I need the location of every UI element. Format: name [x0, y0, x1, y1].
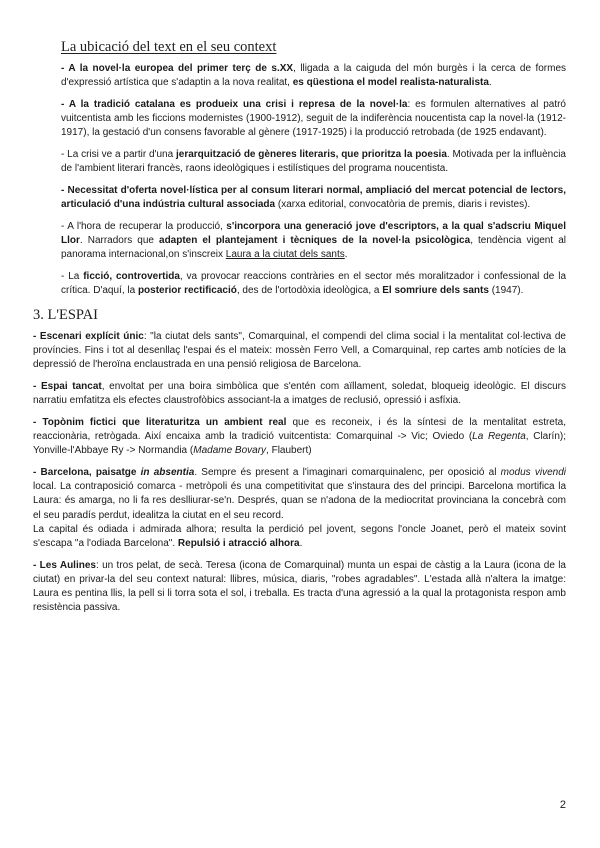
paragraph-barcelona: - Barcelona, paisatge in absentia. Sempre és present a l'imaginari comarquinalenc, per oposició al modus vivendi local. La contraposició comarca - metròpoli és una competitivitat que s'instaura des del principi. Barcelona mortifica la Laura: és amarga, no li fa res deslliurar-se'n. Després, quan se n'adona de la mediocritat provinciana la concebrà com el seu paradís perdut, idealitza la ciutat en el seu record.: [33, 466, 567, 521]
section-context: [33, 38, 566, 298]
section-space: [33, 306, 566, 616]
section-heading-space: 3. L'ESPAI: [33, 306, 98, 323]
paragraph-capital-hated-admired: La capital és odiada i admirada alhora; resulta la perdició pel jovent, segons l'oncle Joanet, però el mateix sovint s'escapa "a l'odiada Barcelona". Repulsió i atracció alhora.: [33, 523, 566, 549]
paragraph-les-aulines: - Les Aulines: un tros pelat, de secà. Teresa (icona de Comarquinal) munta un espai de càstig a la Laura (icona de la ciutat) en privar-la del seu context natural: llibres, música, diaris, "robes agradables". L'estada allà n'altera la imatge: Laura es pentina llis, la pell si li torra sota el sol, i treballa. Es tracta d'una agressió a la qual la protagonista respon amb resistència passiva.: [33, 559, 566, 614]
paragraph-european-novel: - A la novel·la europea del primer terç de s.XX, lligada a la caiguda del món burgès i la cerca de formes d'expressió artística que s'adaptin a la nova realitat, es qüestiona el model realista-naturalista.: [61, 63, 567, 89]
paragraph-genre-hierarchy: - La crisi ve a partir d'una jerarquització de gèneres literaris, que prioritza la poesia. Motivada per la influència de l'ambient literari francès, raons ideològiques i estilístiques del programa noucentista.: [61, 149, 566, 175]
paragraph-fictional-toponym: - Topònim fictici que literaturitza un ambient real que es reconeix, i és la síntesi de la mentalitat estreta, reaccionària, retrògada. Així encaixa amb la tradició vuitcentista: Comarquinal -> Vic; Oviedo (La Regenta, Clarín); Yonville-l'Abbaye Ry -> Normandia (Madame Bovary, Flaubert): [33, 416, 567, 457]
paragraph-catalan-tradition: - A la tradició catalana es produeix una crisi i represa de la novel·la: es formulen alternatives al patró vuitcentista amb les ficcions modernistes (1900-1912), seguit de la indiferència noucentista cap la novel·la (1912-1917), la gestació d'un consens favorable al gènere (1917-1925) i la producció retrobada (de 1925 endavant).: [61, 98, 566, 139]
paragraph-young-generation: - A l'hora de recuperar la producció, s'incorpora una generació jove d'escriptors, a la qual s'adscriu Miquel Llor. Narradors que adapten el plantejament i tècniques de la novel·la psicològica, tendència vigent al panorama internacional,on s'inscreix Laura a la ciutat dels sants.: [61, 220, 567, 261]
page-number: 2: [559, 799, 566, 811]
paragraph-literary-market: - Necessitat d'oferta novel·lística per al consum literari normal, ampliació del mercat potencial de lectors, articulació d'una indústria cultural associada (xarxa editorial, convocatòria de premis, diaris i revistes).: [61, 184, 566, 211]
book-title-link: Laura a la ciutat dels sants: [225, 249, 345, 261]
paragraph-single-setting: - Escenari explícit únic: "la ciutat dels sants", Comarquinal, el compendi del clima social i la mentalitat col·lectiva de províncies. Fins i tot al desenllaç l'espai és el mateix: mossèn Ferro Vell, a Comarquinal, rep cartes amb notícies de la depressió de l'heroïna enclaustrada en una pensió religiosa de Barcelona.: [33, 330, 566, 371]
paragraph-closed-space: - Espai tancat, envoltat per una boira simbòlica que s'entén com aïllament, soledat, bloqueig ideològic. El discurs narratiu emfatitza els efectes claustrofòbics associant-la a imatges de reclusió, opressió i asfíxia.: [33, 380, 566, 407]
section-heading-context: La ubicació del text en el seu context: [61, 39, 277, 55]
paragraph-controversy: - La ficció, controvertida, va provocar reaccions contràries en el sector més moralitzador i confessional de la crítica. D'aquí, la posterior rectificació, des de l'ortodòxia ideològica, a El somriure dels sants (1947).: [61, 270, 567, 297]
